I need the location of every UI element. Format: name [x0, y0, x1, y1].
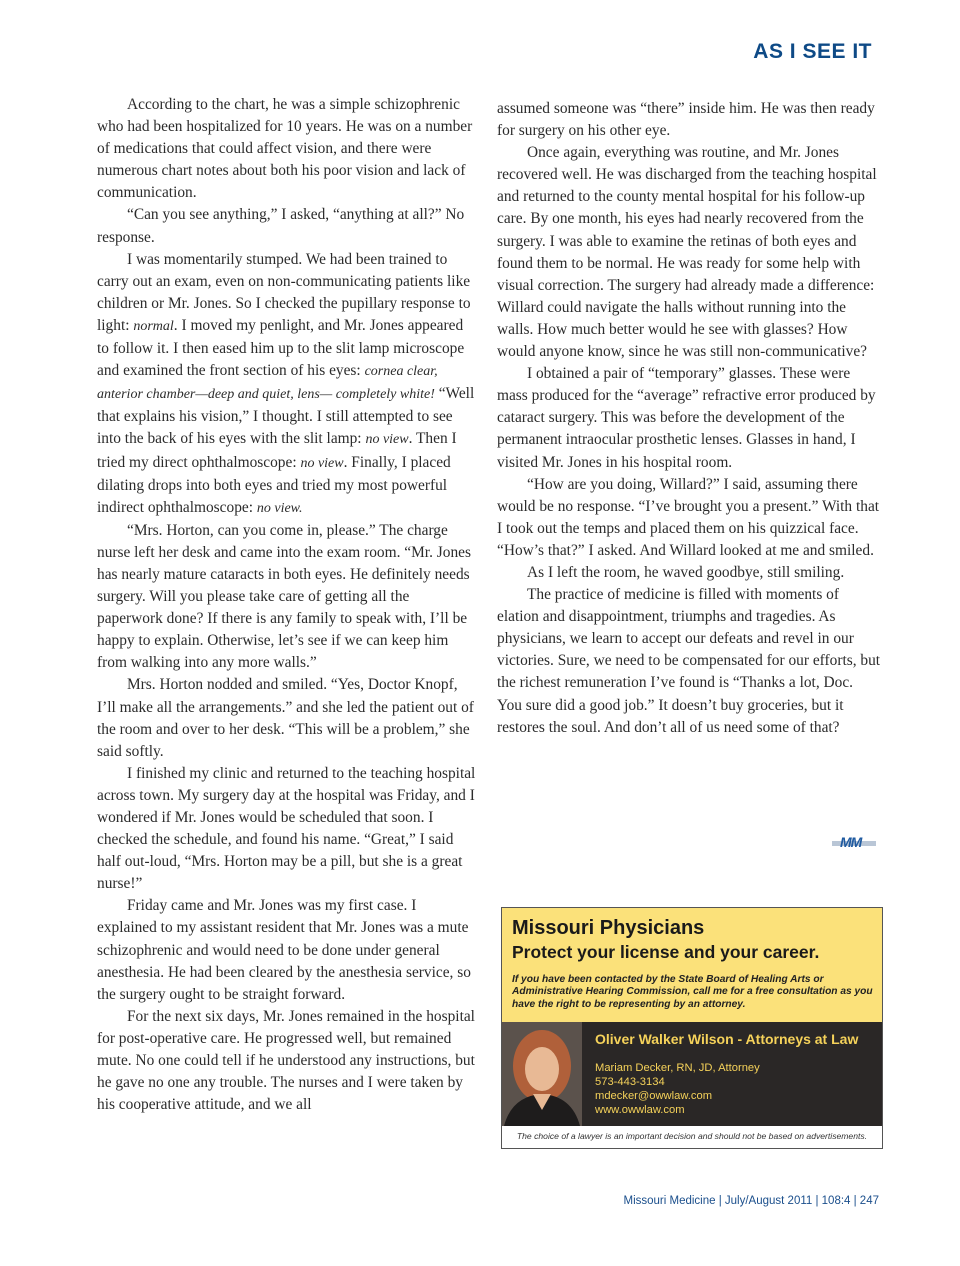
end-mark	[832, 836, 876, 850]
paragraph: Mrs. Horton nodded and smiled. “Yes, Doctor Knopf, I’ll make all the arrangements.” and she led the patient out of the room and over to her desk. “This will be a problem,” she said softly.	[97, 676, 474, 760]
advertisement	[501, 907, 883, 1149]
exam-finding: no view	[365, 432, 409, 448]
paragraph: I obtained a pair of “temporary” glasses. These were mass produced for the “average” refractive error produced by cataract surgery. This was before the development of the permanent intraocular prosthetic lenses. Glasses in hand, I visited Mr. Jones in his hospital room.	[497, 365, 876, 471]
ad-email: mdecker@owwlaw.com	[595, 1090, 713, 1102]
end-mark-text: MM	[840, 834, 862, 850]
attorney-photo	[502, 1022, 582, 1126]
paragraph: As I left the room, he waved goodbye, still smiling.	[527, 563, 845, 581]
ad-website: www.owwlaw.com	[595, 1104, 685, 1116]
exam-finding: cornea clear, anterior chamber—deep and quiet, lens— completely white!	[97, 364, 438, 403]
paragraph: I finished my clinic and returned to the teaching hospital across town. My surgery day at the hospital was Friday, and I wondered if Mr. Jones would be scheduled that soon. I checked the schedule, and found his name. “Great,” I said half out-loud, “Mrs. Horton may be a pill, but she is a great nurse!”	[97, 764, 476, 893]
ad-contact-name: Mariam Decker, RN, JD, Attorney	[595, 1062, 760, 1074]
paragraph: According to the chart, he was a simple schizophrenic who had been hospitalized for 10 years. He was on a number of medications that could affect vision, and there were numerous chart notes about both his poor vision and lack of communication.	[97, 96, 473, 202]
ad-subtitle: Protect your license and your career.	[512, 942, 820, 962]
paragraph: Once again, everything was routine, and Mr. Jones recovered well. He was discharged from the teaching hospital and returned to the county mental hospital for his follow-up care. By one month, his eyes had nearly recovered from the surgery. I was able to examine the retinas of both eyes and found them to be normal. He was ready for some help with visual correction. The surgery had already made a difference: Willard could navigate the halls without running into the walls. How much better would he see with glasses? How would anyone know, since he was still non-communicative?	[497, 144, 877, 361]
ad-note: If you have been contacted by the State Board of Healing Arts or Administrative Hearing Commission, call me for a free consultation as you have the right to be representing by an attorney.	[512, 974, 873, 1010]
paragraph: “Can you see anything,” I asked, “anything at all?” No response.	[97, 206, 465, 246]
paragraph: “How are you doing, Willard?” I said, assuming there would be no response. “I’ve brought you a present.” With that I took out the temps and placed them on his quizzical face. “How’s that?” I asked. And Willard looked at me and smiled.	[497, 475, 880, 559]
attorney-portrait-icon	[502, 1022, 582, 1126]
paragraph: assumed someone was “there” inside him. He was then ready for surgery on his other eye.	[497, 100, 875, 140]
paragraph: For the next six days, Mr. Jones remained in the hospital for post-operative care. He progressed well, but remained mute. No one could tell if he understood any instructions, but he gave no one any trouble. The nurses and I were taken by his cooperative attitude, and we all	[97, 1007, 475, 1114]
ad-firm-name: Oliver Walker Wilson - Attorneys at Law	[595, 1031, 859, 1047]
exam-finding: normal	[133, 318, 174, 334]
ad-contact-panel	[502, 1022, 882, 1126]
ad-phone: 573-443-3134	[595, 1076, 665, 1088]
paragraph: “Mrs. Horton, can you come in, please.” The charge nurse left her desk and came into the exam room. “Mr. Jones has nearly mature cataracts in both eyes. He definitely needs surgery. Will you please take care of getting all the paperwork done? If there is any family to speak with, I’ll be happy to explain. Otherwise, let’s see if we can keep him from walking into any more walls.”	[97, 521, 471, 672]
ad-header	[502, 908, 882, 1022]
exam-finding: no view.	[256, 500, 303, 516]
exam-finding: no view	[300, 455, 344, 471]
page-footer: Missouri Medicine | July/August 2011 | 108:4 | 247	[623, 1195, 879, 1207]
article-column-right	[497, 98, 881, 739]
paragraph: Friday came and Mr. Jones was my first case. I explained to my assistant resident that Mr. Jones was a mute schizophrenic and would need to be done under general anesthesia. He had been cleared by the anesthesia service, so the surgery ought to be straight forward.	[97, 897, 471, 1003]
ad-disclaimer: The choice of a lawyer is an important decision and should not be based on advertisements.	[516, 1131, 868, 1141]
paragraph: The practice of medicine is filled with moments of elation and disappointment, triumphs and tragedies. As physicians, we learn to accept our defeats and revel in our victories. Sure, we need to be compensated for our efforts, but the richest remuneration I’ve found is “Thanks a lot, Doc. You sure did a good job.” It doesn’t buy groceries, but it restores the soul. And don’t all of us need some of that?	[497, 586, 881, 736]
section-title: AS I SEE IT	[753, 40, 872, 63]
article-column-left	[97, 94, 478, 1116]
ad-title: Missouri Physicians	[512, 917, 705, 939]
paragraph: I was momentarily stumped. We had been trained to carry out an exam, even on non-communicating patients like children or Mr. Jones. So I checked the pupillary response to light: normal. I moved my penlight, and Mr. Jones appeared to follow it. I then eased him up to the slit lamp microscope and examined the front section of his eyes: cornea clear, anterior chamber—deep and quiet, lens— completely white! “Well that explains his vision,” I thought. I still attempted to see into the back of his eyes with the slit lamp: no view. Then I tried my direct ophthalmoscope: no view. Finally, I placed dilating drops into both eyes and tried my most powerful indirect ophthalmoscope: no view.	[97, 250, 475, 516]
